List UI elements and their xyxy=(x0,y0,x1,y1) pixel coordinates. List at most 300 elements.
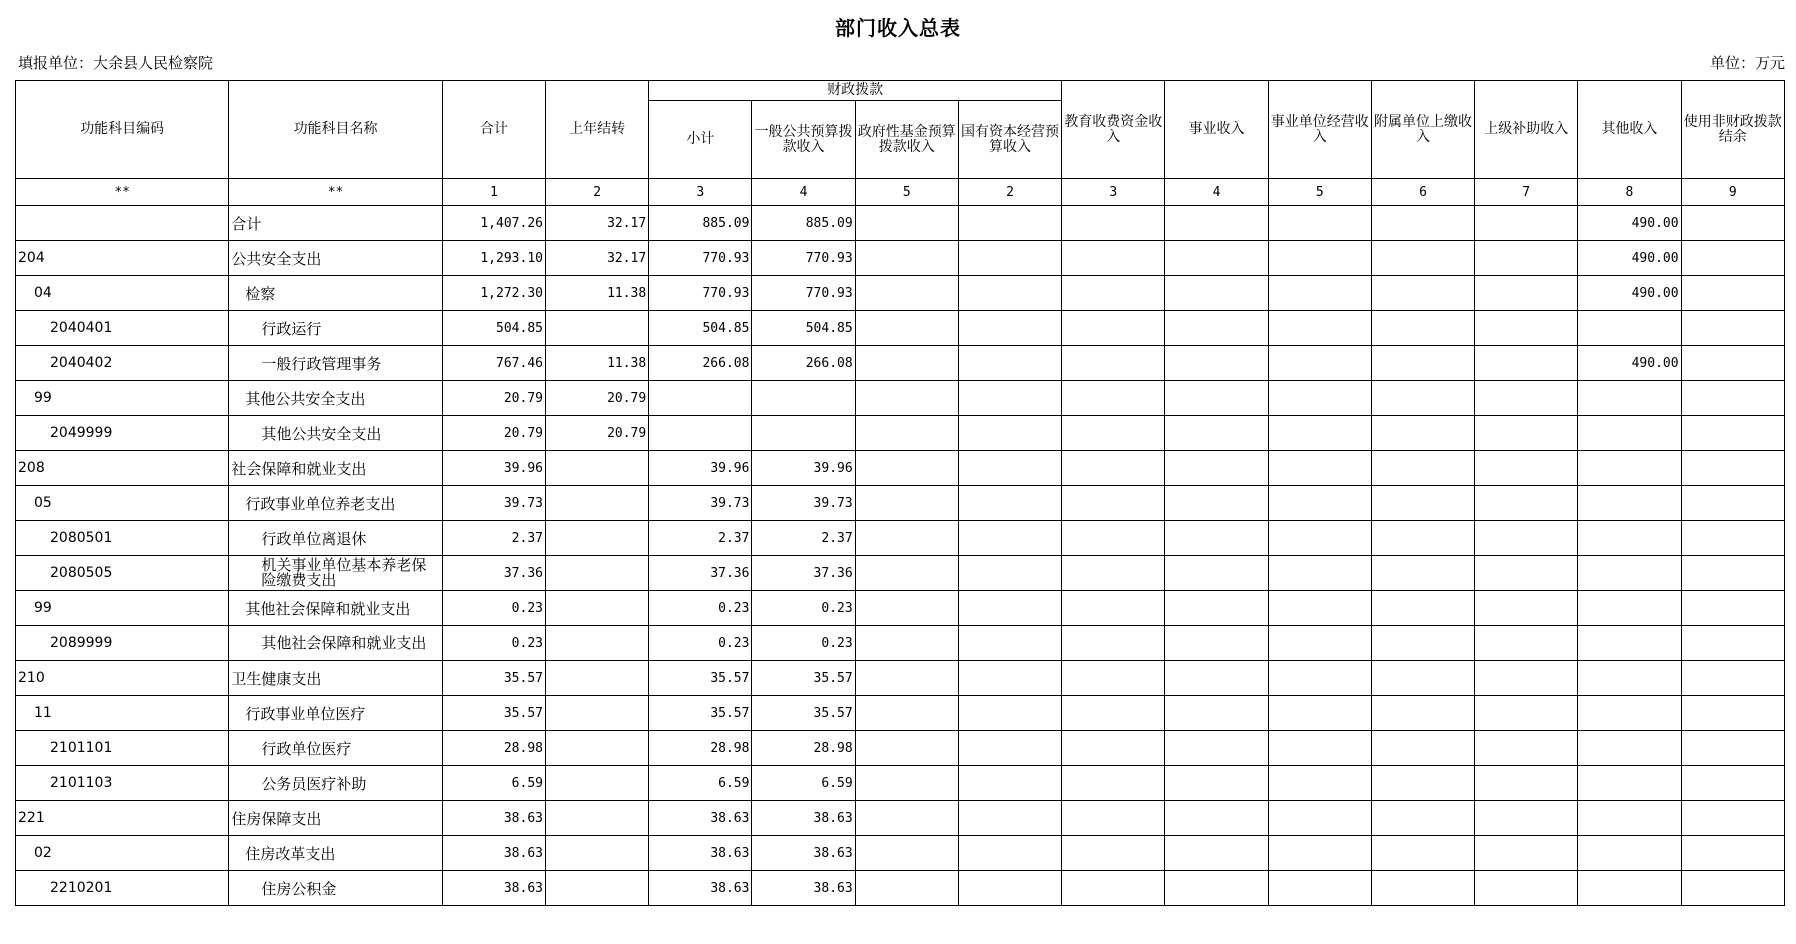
row-subtotal: 504.85 xyxy=(649,311,752,346)
row-total: 37.36 xyxy=(442,556,545,591)
header-fiscal-group: 财政拨款 xyxy=(649,81,1062,101)
row-general-budget: 38.63 xyxy=(752,836,855,871)
row-general-budget: 885.09 xyxy=(752,206,855,241)
row-general-budget: 504.85 xyxy=(752,311,855,346)
row-total: 20.79 xyxy=(442,381,545,416)
row-nonfiscal-surplus xyxy=(1681,556,1784,591)
row-name: 公共安全支出 xyxy=(229,241,442,276)
row-other: 490.00 xyxy=(1578,276,1681,311)
row-nonfiscal-surplus xyxy=(1681,696,1784,731)
row-carryover xyxy=(545,766,648,801)
header-carryover: 上年结转 xyxy=(545,81,648,179)
row-superior-subsidy xyxy=(1475,311,1578,346)
row-code: 2080501 xyxy=(16,521,229,556)
table-row xyxy=(16,696,1785,731)
row-operating xyxy=(1268,871,1371,906)
header-state-capital: 国有资本经营预算收入 xyxy=(958,101,1061,179)
row-business xyxy=(1165,381,1268,416)
row-affiliated xyxy=(1371,346,1474,381)
row-operating xyxy=(1268,556,1371,591)
row-edu-fee xyxy=(1062,556,1165,591)
row-nonfiscal-surplus xyxy=(1681,731,1784,766)
row-state-capital xyxy=(958,731,1061,766)
column-index-cell: ** xyxy=(16,179,229,206)
row-carryover: 20.79 xyxy=(545,416,648,451)
row-general-budget: 38.63 xyxy=(752,801,855,836)
table-row xyxy=(16,311,1785,346)
row-other: 490.00 xyxy=(1578,346,1681,381)
header-nonfiscal-surplus: 使用非财政拨款结余 xyxy=(1681,81,1784,179)
row-other xyxy=(1578,556,1681,591)
row-affiliated xyxy=(1371,241,1474,276)
column-index-cell: 2 xyxy=(545,179,648,206)
row-affiliated xyxy=(1371,696,1474,731)
row-total: 1,293.10 xyxy=(442,241,545,276)
column-index-cell: 2 xyxy=(958,179,1061,206)
row-subtotal: 38.63 xyxy=(649,801,752,836)
row-gov-fund xyxy=(855,801,958,836)
row-gov-fund xyxy=(855,696,958,731)
report-title: 部门收入总表 xyxy=(835,16,961,40)
row-name: 合计 xyxy=(229,206,442,241)
row-carryover xyxy=(545,661,648,696)
row-state-capital xyxy=(958,871,1061,906)
row-state-capital xyxy=(958,626,1061,661)
row-operating xyxy=(1268,766,1371,801)
row-subtotal: 0.23 xyxy=(649,626,752,661)
row-nonfiscal-surplus xyxy=(1681,661,1784,696)
row-general-budget: 28.98 xyxy=(752,731,855,766)
row-name: 住房改革支出 xyxy=(229,836,442,871)
row-edu-fee xyxy=(1062,836,1165,871)
row-edu-fee xyxy=(1062,451,1165,486)
row-gov-fund xyxy=(855,661,958,696)
row-carryover: 11.38 xyxy=(545,276,648,311)
row-subtotal: 2.37 xyxy=(649,521,752,556)
row-edu-fee xyxy=(1062,626,1165,661)
row-edu-fee xyxy=(1062,241,1165,276)
row-superior-subsidy xyxy=(1475,871,1578,906)
row-total: 35.57 xyxy=(442,696,545,731)
row-superior-subsidy xyxy=(1475,591,1578,626)
income-summary-table xyxy=(15,80,1785,906)
row-edu-fee xyxy=(1062,591,1165,626)
row-edu-fee xyxy=(1062,206,1165,241)
row-name: 行政事业单位养老支出 xyxy=(229,486,442,521)
row-operating xyxy=(1268,626,1371,661)
row-edu-fee xyxy=(1062,311,1165,346)
column-index-cell: ** xyxy=(229,179,442,206)
row-superior-subsidy xyxy=(1475,556,1578,591)
row-general-budget xyxy=(752,381,855,416)
row-name: 其他公共安全支出 xyxy=(229,381,442,416)
row-code: 2080505 xyxy=(16,556,229,591)
row-state-capital xyxy=(958,486,1061,521)
row-other xyxy=(1578,871,1681,906)
row-subtotal: 39.73 xyxy=(649,486,752,521)
row-other: 490.00 xyxy=(1578,206,1681,241)
row-edu-fee xyxy=(1062,731,1165,766)
row-name: 行政单位离退休 xyxy=(229,521,442,556)
row-name: 行政运行 xyxy=(229,311,442,346)
row-other xyxy=(1578,451,1681,486)
row-subtotal: 6.59 xyxy=(649,766,752,801)
row-superior-subsidy xyxy=(1475,801,1578,836)
row-subtotal: 35.57 xyxy=(649,661,752,696)
currency-unit: 单位：万元 xyxy=(1709,54,1785,72)
row-other xyxy=(1578,486,1681,521)
row-state-capital xyxy=(958,451,1061,486)
row-general-budget: 770.93 xyxy=(752,241,855,276)
table-row xyxy=(16,486,1785,521)
row-code: 2101103 xyxy=(16,766,229,801)
row-state-capital xyxy=(958,346,1061,381)
row-superior-subsidy xyxy=(1475,696,1578,731)
row-affiliated xyxy=(1371,451,1474,486)
row-carryover xyxy=(545,801,648,836)
row-business xyxy=(1165,696,1268,731)
row-operating xyxy=(1268,696,1371,731)
row-superior-subsidy xyxy=(1475,206,1578,241)
row-total: 504.85 xyxy=(442,311,545,346)
row-operating xyxy=(1268,661,1371,696)
row-operating xyxy=(1268,451,1371,486)
row-general-budget: 266.08 xyxy=(752,346,855,381)
row-edu-fee xyxy=(1062,661,1165,696)
row-name: 住房保障支出 xyxy=(229,801,442,836)
row-nonfiscal-surplus xyxy=(1681,871,1784,906)
table-row xyxy=(16,241,1785,276)
row-nonfiscal-surplus xyxy=(1681,836,1784,871)
table-row xyxy=(16,416,1785,451)
row-total: 2.37 xyxy=(442,521,545,556)
row-subtotal: 37.36 xyxy=(649,556,752,591)
row-name: 一般行政管理事务 xyxy=(229,346,442,381)
row-name: 检察 xyxy=(229,276,442,311)
row-name: 公务员医疗补助 xyxy=(229,766,442,801)
row-general-budget: 39.96 xyxy=(752,451,855,486)
row-name: 行政单位医疗 xyxy=(229,731,442,766)
row-gov-fund xyxy=(855,766,958,801)
row-other xyxy=(1578,836,1681,871)
row-general-budget: 2.37 xyxy=(752,521,855,556)
row-state-capital xyxy=(958,556,1061,591)
row-carryover: 32.17 xyxy=(545,206,648,241)
row-superior-subsidy xyxy=(1475,626,1578,661)
header-edu-fee: 教育收费资金收入 xyxy=(1062,81,1165,179)
column-index-cell: 4 xyxy=(752,179,855,206)
row-name: 其他公共安全支出 xyxy=(229,416,442,451)
header-code: 功能科目编码 xyxy=(16,81,229,179)
row-nonfiscal-surplus xyxy=(1681,766,1784,801)
row-other xyxy=(1578,696,1681,731)
row-general-budget: 770.93 xyxy=(752,276,855,311)
row-business xyxy=(1165,416,1268,451)
row-affiliated xyxy=(1371,661,1474,696)
column-index-cell: 3 xyxy=(1062,179,1165,206)
row-affiliated xyxy=(1371,731,1474,766)
row-business xyxy=(1165,661,1268,696)
row-gov-fund xyxy=(855,276,958,311)
row-code: 2101101 xyxy=(16,731,229,766)
row-total: 39.96 xyxy=(442,451,545,486)
row-affiliated xyxy=(1371,801,1474,836)
row-subtotal: 885.09 xyxy=(649,206,752,241)
header-name: 功能科目名称 xyxy=(229,81,442,179)
row-operating xyxy=(1268,521,1371,556)
row-superior-subsidy xyxy=(1475,836,1578,871)
table-row xyxy=(16,801,1785,836)
row-subtotal: 266.08 xyxy=(649,346,752,381)
row-business xyxy=(1165,276,1268,311)
row-code: 2210201 xyxy=(16,871,229,906)
row-affiliated xyxy=(1371,836,1474,871)
row-affiliated xyxy=(1371,416,1474,451)
row-code: 2040402 xyxy=(16,346,229,381)
row-affiliated xyxy=(1371,556,1474,591)
row-total: 6.59 xyxy=(442,766,545,801)
row-total: 0.23 xyxy=(442,626,545,661)
row-general-budget: 6.59 xyxy=(752,766,855,801)
row-carryover xyxy=(545,836,648,871)
row-nonfiscal-surplus xyxy=(1681,276,1784,311)
row-subtotal: 38.63 xyxy=(649,836,752,871)
row-other xyxy=(1578,381,1681,416)
header-superior-subsidy: 上级补助收入 xyxy=(1475,81,1578,179)
row-superior-subsidy xyxy=(1475,766,1578,801)
row-operating xyxy=(1268,801,1371,836)
table-row xyxy=(16,381,1785,416)
row-edu-fee xyxy=(1062,696,1165,731)
row-name: 机关事业单位基本养老保险缴费支出 xyxy=(229,556,442,591)
row-carryover xyxy=(545,311,648,346)
column-index-cell: 8 xyxy=(1578,179,1681,206)
row-affiliated xyxy=(1371,626,1474,661)
row-gov-fund xyxy=(855,416,958,451)
row-name: 其他社会保障和就业支出 xyxy=(229,591,442,626)
table-row xyxy=(16,346,1785,381)
row-total: 1,407.26 xyxy=(442,206,545,241)
row-operating xyxy=(1268,381,1371,416)
row-edu-fee xyxy=(1062,486,1165,521)
row-business xyxy=(1165,206,1268,241)
column-index-cell: 5 xyxy=(1268,179,1371,206)
row-state-capital xyxy=(958,241,1061,276)
row-affiliated xyxy=(1371,486,1474,521)
table-row xyxy=(16,661,1785,696)
row-operating xyxy=(1268,206,1371,241)
row-name: 其他社会保障和就业支出 xyxy=(229,626,442,661)
row-business xyxy=(1165,486,1268,521)
row-state-capital xyxy=(958,801,1061,836)
column-index-cell: 7 xyxy=(1475,179,1578,206)
row-gov-fund xyxy=(855,381,958,416)
row-gov-fund xyxy=(855,486,958,521)
row-carryover: 20.79 xyxy=(545,381,648,416)
row-other xyxy=(1578,661,1681,696)
row-carryover xyxy=(545,871,648,906)
row-general-budget: 37.36 xyxy=(752,556,855,591)
row-general-budget: 35.57 xyxy=(752,661,855,696)
row-gov-fund xyxy=(855,836,958,871)
row-business xyxy=(1165,241,1268,276)
row-nonfiscal-surplus xyxy=(1681,241,1784,276)
row-gov-fund xyxy=(855,871,958,906)
row-state-capital xyxy=(958,416,1061,451)
row-superior-subsidy xyxy=(1475,451,1578,486)
row-superior-subsidy xyxy=(1475,241,1578,276)
row-edu-fee xyxy=(1062,871,1165,906)
row-state-capital xyxy=(958,591,1061,626)
row-general-budget: 38.63 xyxy=(752,871,855,906)
row-nonfiscal-surplus xyxy=(1681,381,1784,416)
row-nonfiscal-surplus xyxy=(1681,311,1784,346)
row-code: 05 xyxy=(16,486,229,521)
row-code: 2089999 xyxy=(16,626,229,661)
row-affiliated xyxy=(1371,871,1474,906)
row-code: 99 xyxy=(16,591,229,626)
row-code: 208 xyxy=(16,451,229,486)
row-code: 02 xyxy=(16,836,229,871)
row-code: 11 xyxy=(16,696,229,731)
row-business xyxy=(1165,801,1268,836)
row-state-capital xyxy=(958,696,1061,731)
row-total: 0.23 xyxy=(442,591,545,626)
row-affiliated xyxy=(1371,276,1474,311)
row-state-capital xyxy=(958,521,1061,556)
row-nonfiscal-surplus xyxy=(1681,591,1784,626)
row-edu-fee xyxy=(1062,416,1165,451)
row-edu-fee xyxy=(1062,521,1165,556)
table-row xyxy=(16,731,1785,766)
row-general-budget: 0.23 xyxy=(752,591,855,626)
column-index-cell: 3 xyxy=(649,179,752,206)
row-business xyxy=(1165,556,1268,591)
column-index-cell: 5 xyxy=(855,179,958,206)
table-row xyxy=(16,451,1785,486)
row-superior-subsidy xyxy=(1475,521,1578,556)
row-edu-fee xyxy=(1062,766,1165,801)
row-code: 2040401 xyxy=(16,311,229,346)
row-affiliated xyxy=(1371,381,1474,416)
row-general-budget: 35.57 xyxy=(752,696,855,731)
row-other xyxy=(1578,626,1681,661)
row-code: 210 xyxy=(16,661,229,696)
table-row xyxy=(16,626,1785,661)
table-row xyxy=(16,556,1785,591)
table-row xyxy=(16,766,1785,801)
table-row xyxy=(16,871,1785,906)
row-state-capital xyxy=(958,276,1061,311)
row-subtotal: 0.23 xyxy=(649,591,752,626)
row-name: 社会保障和就业支出 xyxy=(229,451,442,486)
row-superior-subsidy xyxy=(1475,346,1578,381)
row-superior-subsidy xyxy=(1475,416,1578,451)
table-body xyxy=(16,179,1785,906)
row-carryover xyxy=(545,731,648,766)
row-operating xyxy=(1268,591,1371,626)
row-business xyxy=(1165,731,1268,766)
row-affiliated xyxy=(1371,766,1474,801)
row-gov-fund xyxy=(855,346,958,381)
header-operating: 事业单位经营收入 xyxy=(1268,81,1371,179)
column-index-cell: 6 xyxy=(1371,179,1474,206)
row-gov-fund xyxy=(855,451,958,486)
row-gov-fund xyxy=(855,206,958,241)
row-total: 35.57 xyxy=(442,661,545,696)
row-other xyxy=(1578,801,1681,836)
row-gov-fund xyxy=(855,521,958,556)
row-superior-subsidy xyxy=(1475,661,1578,696)
row-carryover xyxy=(545,521,648,556)
row-subtotal xyxy=(649,381,752,416)
row-affiliated xyxy=(1371,311,1474,346)
row-nonfiscal-surplus xyxy=(1681,486,1784,521)
row-other xyxy=(1578,591,1681,626)
row-operating xyxy=(1268,346,1371,381)
row-business xyxy=(1165,836,1268,871)
row-subtotal: 770.93 xyxy=(649,276,752,311)
row-business xyxy=(1165,871,1268,906)
row-general-budget: 0.23 xyxy=(752,626,855,661)
table-row xyxy=(16,206,1785,241)
row-gov-fund xyxy=(855,556,958,591)
row-other xyxy=(1578,766,1681,801)
row-carryover xyxy=(545,696,648,731)
header-business: 事业收入 xyxy=(1165,81,1268,179)
column-index-row xyxy=(16,179,1785,206)
row-name: 行政事业单位医疗 xyxy=(229,696,442,731)
table-row xyxy=(16,591,1785,626)
row-other xyxy=(1578,731,1681,766)
row-business xyxy=(1165,766,1268,801)
row-business xyxy=(1165,346,1268,381)
row-business xyxy=(1165,521,1268,556)
row-code xyxy=(16,206,229,241)
row-nonfiscal-surplus xyxy=(1681,346,1784,381)
row-total: 39.73 xyxy=(442,486,545,521)
row-total: 767.46 xyxy=(442,346,545,381)
row-operating xyxy=(1268,416,1371,451)
row-general-budget xyxy=(752,416,855,451)
row-state-capital xyxy=(958,206,1061,241)
column-index-cell: 4 xyxy=(1165,179,1268,206)
row-gov-fund xyxy=(855,591,958,626)
row-operating xyxy=(1268,836,1371,871)
table-row xyxy=(16,276,1785,311)
row-other xyxy=(1578,521,1681,556)
row-other xyxy=(1578,416,1681,451)
row-subtotal: 39.96 xyxy=(649,451,752,486)
row-gov-fund xyxy=(855,626,958,661)
header-affiliated: 附属单位上缴收入 xyxy=(1371,81,1474,179)
column-index-cell: 1 xyxy=(442,179,545,206)
row-superior-subsidy xyxy=(1475,731,1578,766)
table-row xyxy=(16,836,1785,871)
row-gov-fund xyxy=(855,241,958,276)
row-carryover xyxy=(545,451,648,486)
row-nonfiscal-surplus xyxy=(1681,206,1784,241)
row-edu-fee xyxy=(1062,381,1165,416)
row-edu-fee xyxy=(1062,276,1165,311)
row-superior-subsidy xyxy=(1475,486,1578,521)
row-operating xyxy=(1268,276,1371,311)
row-business xyxy=(1165,591,1268,626)
row-total: 38.63 xyxy=(442,801,545,836)
row-operating xyxy=(1268,731,1371,766)
row-operating xyxy=(1268,486,1371,521)
header-total: 合计 xyxy=(442,81,545,179)
